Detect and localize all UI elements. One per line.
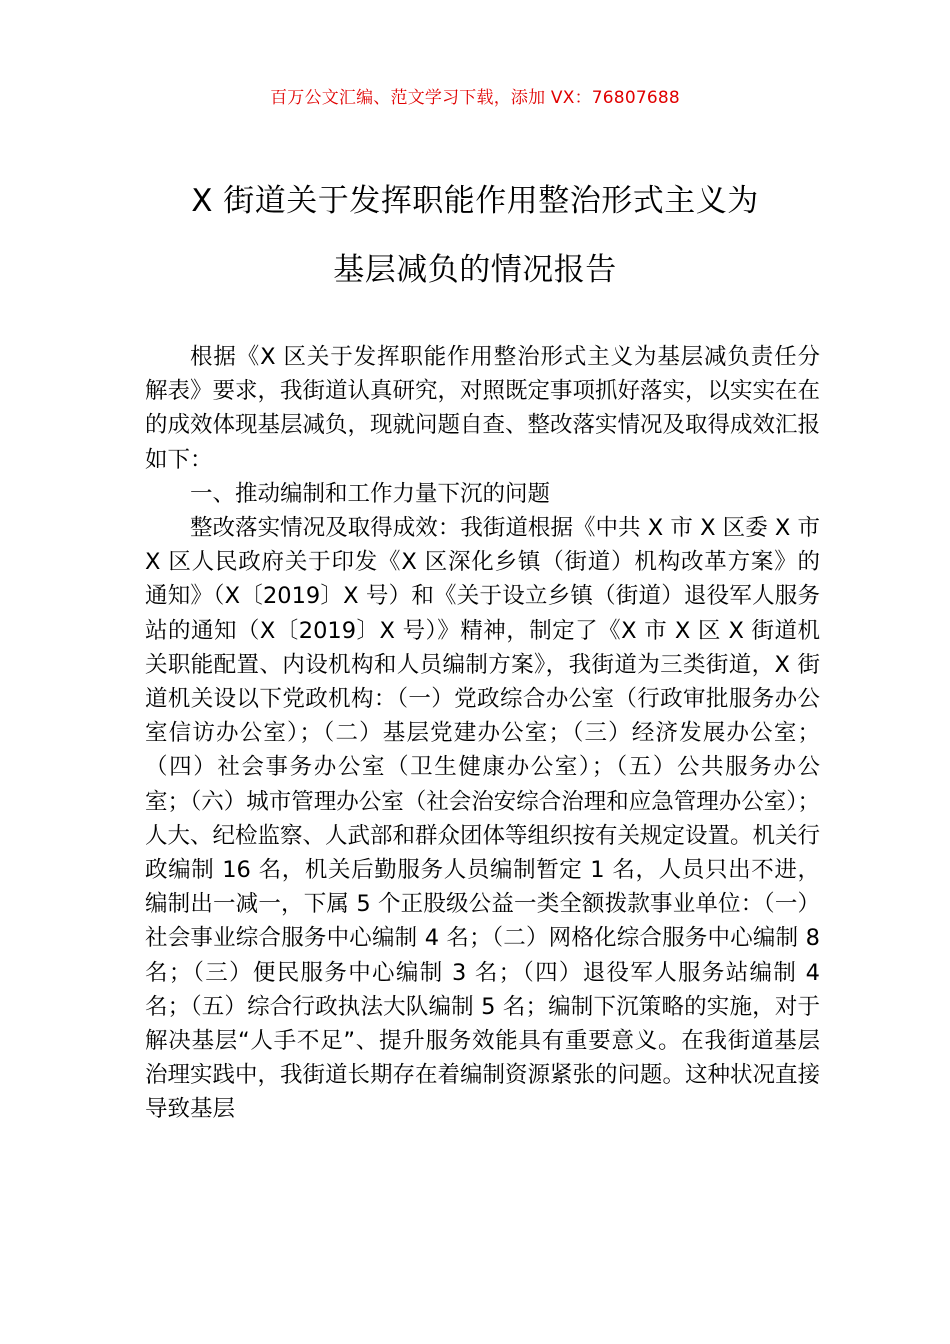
- paragraph-rectification: 整改落实情况及取得成效：我街道根据《中共 X 市 X 区委 X 市 X 区人民政府关于印发《X 区深化乡镇（街道）机构改革方案》的通知》（X〔2019〕X 号）和《关于设立乡镇（街道）退役军人服务站的通知（X〔2019〕X 号）》精神，制定了《X 市 X 区 X 街道机关职能配置、内设机构和人员编制方案》，我街道为三类街道，X 街道机关设以下党政机构：（一）党政综合办公室（行政审批服务办公室信访办公室）；（二）基层党建办公室；（三）经济发展办公室；（四）社会事务办公室（卫生健康办公室）；（五）公共服务办公室；（六）城市管理办公室（社会治安综合治理和应急管理办公室）；人大、纪检监察、人武部和群众团体等组织按有关规定设置。机关行政编制 16 名，机关后勤服务人员编制暂定 1 名，人员只出不进，编制出一减一，下属 5 个正股级公益一类全额拨款事业单位：（一）社会事业综合服务中心编制 4 名；（二）网格化综合服务中心编制 8 名；（三）便民服务中心编制 3 名；（四）退役军人服务站编制 4 名；（五）综合行政执法大队编制 5 名；编制下沉策略的实施，对于解决基层“人手不足”、提升服务效能具有重要意义。在我街道基层治理实践中，我街道长期存在着编制资源紧张的问题。这种状况直接导致基层: [145, 515, 821, 1123]
- document-body: [145, 340, 820, 1127]
- paragraph-intro: 根据《X 区关于发挥职能作用整治形式主义为基层减负责任分解表》要求，我街道认真研究，对照既定事项抓好落实，以实实在在的成效体现基层减负，现就问题自查、整改落实情况及取得成效汇报如下：: [145, 344, 821, 473]
- section-heading-1: 一、推动编制和工作力量下沉的问题: [190, 480, 551, 507]
- watermark-header: 百万公文汇编、范文学习下载，添加 VX：76807688: [270, 88, 680, 108]
- document-title-line-2: 基层减负的情况报告: [333, 252, 617, 288]
- document-title-line-1: X 街道关于发挥职能作用整治形式主义为: [191, 183, 759, 219]
